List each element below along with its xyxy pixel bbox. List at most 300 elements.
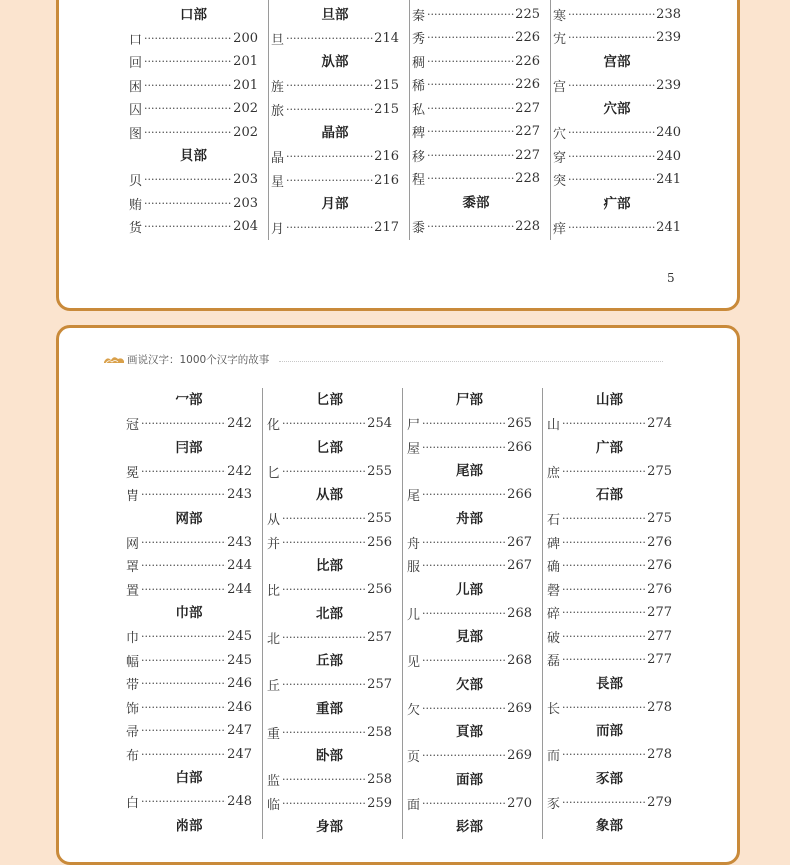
toc-entry[interactable]: [271, 74, 399, 98]
entry-page-number: 243: [227, 535, 252, 550]
toc-entry[interactable]: [553, 168, 681, 192]
radical-heading: 北部: [267, 602, 392, 626]
entry-character: 碎: [547, 603, 561, 622]
radical-heading: 匕部: [267, 388, 392, 412]
dot-leader: [427, 220, 514, 233]
radical-heading: 冖部: [126, 388, 252, 412]
entry-page-number: 277: [647, 629, 672, 644]
toc-entry[interactable]: [267, 578, 392, 602]
dot-leader: [427, 125, 514, 138]
entry-character: 丘: [267, 675, 281, 694]
entry-page-number: 245: [227, 629, 252, 644]
dot-leader: [562, 796, 646, 809]
entry-page-number: 256: [367, 582, 392, 597]
toc-entry[interactable]: [407, 412, 532, 436]
dot-leader: [282, 678, 366, 691]
toc-entry[interactable]: [129, 215, 258, 239]
entry-page-number: 241: [656, 172, 681, 187]
toc-columns: [122, 388, 682, 839]
toc-entry[interactable]: [267, 507, 392, 531]
entry-character: 屋: [407, 438, 421, 457]
entry-character: 舟: [407, 533, 421, 552]
toc-entry[interactable]: [553, 3, 681, 27]
entry-character: 碑: [547, 533, 561, 552]
entry-page-number: 256: [367, 535, 392, 550]
entry-page-number: 255: [367, 511, 392, 526]
radical-heading: 㡀部: [126, 814, 252, 838]
dot-leader: [422, 797, 506, 810]
dot-leader: [422, 749, 506, 762]
entry-character: 秀: [412, 28, 426, 47]
entry-character: 尸: [407, 414, 421, 433]
header-rule: [279, 361, 663, 362]
entry-page-number: 274: [647, 416, 672, 431]
entry-page-number: 255: [367, 464, 392, 479]
entry-character: 冕: [126, 462, 140, 481]
toc-entry[interactable]: [547, 412, 672, 436]
toc-entry[interactable]: [267, 673, 392, 697]
entry-character: 胄: [126, 485, 140, 504]
toc-entry[interactable]: [126, 460, 252, 484]
entry-character: 稠: [412, 52, 426, 71]
dot-leader: [141, 748, 226, 761]
entry-character: 带: [126, 674, 140, 693]
radical-heading: 口部: [129, 3, 258, 27]
dot-leader: [282, 797, 366, 810]
entry-page-number: 267: [507, 535, 532, 550]
entry-page-number: 203: [233, 196, 258, 211]
entry-character: 临: [267, 794, 281, 813]
entry-character: 从: [267, 509, 281, 528]
toc-column: [542, 388, 682, 839]
dot-leader: [282, 726, 366, 739]
toc-entry[interactable]: [547, 601, 672, 625]
entry-character: 稗: [412, 122, 426, 141]
entry-page-number: 278: [647, 700, 672, 715]
entry-character: 黍: [412, 217, 426, 236]
entry-character: 庶: [547, 462, 561, 481]
toc-entry[interactable]: [267, 792, 392, 816]
radical-heading: 山部: [547, 388, 672, 412]
toc-entry[interactable]: [129, 121, 258, 145]
entry-character: 宄: [553, 28, 567, 47]
dot-leader: [562, 512, 646, 525]
radical-heading: 㫃部: [271, 50, 399, 74]
toc-entry[interactable]: [126, 483, 252, 507]
entry-character: 饰: [126, 698, 140, 717]
entry-page-number: 217: [374, 220, 399, 235]
entry-page-number: 242: [227, 416, 252, 431]
toc-entry[interactable]: [126, 531, 252, 555]
toc-entry[interactable]: [412, 50, 540, 74]
entry-page-number: 269: [507, 701, 532, 716]
entry-character: 贿: [129, 194, 143, 213]
dot-leader: [422, 607, 506, 620]
entry-character: 秦: [412, 5, 426, 24]
entry-page-number: 278: [647, 747, 672, 762]
dot-leader: [282, 512, 366, 525]
entry-character: 北: [267, 628, 281, 647]
radical-heading: 見部: [407, 625, 532, 649]
toc-entry[interactable]: [271, 98, 399, 122]
dot-leader: [427, 102, 514, 115]
entry-page-number: 258: [367, 772, 392, 787]
radical-heading: 匕部: [267, 436, 392, 460]
toc-entry[interactable]: [129, 50, 258, 74]
dot-leader: [141, 630, 226, 643]
toc-entry[interactable]: [407, 744, 532, 768]
entry-character: 回: [129, 52, 143, 71]
entry-page-number: 257: [367, 677, 392, 692]
toc-entry[interactable]: [129, 27, 258, 51]
dot-leader: [141, 488, 226, 501]
entry-page-number: 246: [227, 700, 252, 715]
dot-leader: [568, 173, 655, 186]
dot-leader: [282, 465, 366, 478]
toc-entry[interactable]: [553, 216, 681, 240]
entry-character: 旦: [271, 29, 285, 48]
toc-page-lower: [56, 325, 740, 865]
page-number: 5: [667, 271, 675, 285]
dot-leader: [422, 702, 506, 715]
entry-page-number: 276: [647, 535, 672, 550]
radical-heading: 重部: [267, 697, 392, 721]
entry-page-number: 268: [507, 606, 532, 621]
entry-page-number: 204: [233, 219, 258, 234]
toc-entry[interactable]: [129, 192, 258, 216]
dot-leader: [427, 78, 514, 91]
toc-entry[interactable]: [412, 144, 540, 168]
entry-page-number: 254: [367, 416, 392, 431]
entry-character: 图: [129, 123, 143, 142]
radical-heading: 网部: [126, 507, 252, 531]
dot-leader: [562, 701, 646, 714]
entry-character: 突: [553, 170, 567, 189]
entry-character: 置: [126, 580, 140, 599]
dot-leader: [144, 220, 232, 233]
dot-leader: [141, 795, 226, 808]
dot-leader: [282, 536, 366, 549]
toc-entry[interactable]: [129, 74, 258, 98]
entry-page-number: 227: [515, 148, 540, 163]
entry-character: 穿: [553, 147, 567, 166]
entry-page-number: 226: [515, 30, 540, 45]
radical-heading: 象部: [547, 814, 672, 838]
dot-leader: [427, 8, 514, 21]
dot-leader: [562, 583, 646, 596]
toc-entry[interactable]: [129, 168, 258, 192]
toc-entry[interactable]: [407, 649, 532, 673]
toc-entry[interactable]: [126, 625, 252, 649]
toc-entry[interactable]: [547, 791, 672, 815]
toc-entry[interactable]: [412, 97, 540, 121]
radical-heading: 尸部: [407, 388, 532, 412]
entry-character: 见: [407, 651, 421, 670]
entry-page-number: 215: [374, 102, 399, 117]
toc-entry[interactable]: [412, 3, 540, 27]
radical-heading: 广部: [547, 436, 672, 460]
entry-character: 山: [547, 414, 561, 433]
radical-heading: 長部: [547, 672, 672, 696]
dot-leader: [568, 221, 655, 234]
entry-page-number: 268: [507, 653, 532, 668]
dot-leader: [562, 630, 646, 643]
dot-leader: [562, 606, 646, 619]
radical-heading: 比部: [267, 554, 392, 578]
entry-page-number: 270: [507, 796, 532, 811]
dot-leader: [141, 559, 226, 572]
entry-character: 帚: [126, 721, 140, 740]
dot-leader: [286, 150, 373, 163]
entry-page-number: 239: [656, 30, 681, 45]
entry-page-number: 227: [515, 124, 540, 139]
toc-column: [127, 0, 268, 240]
dot-leader: [422, 417, 506, 430]
entry-page-number: 246: [227, 676, 252, 691]
entry-character: 磊: [547, 650, 561, 669]
toc-entry[interactable]: [553, 26, 681, 50]
toc-entry[interactable]: [412, 215, 540, 239]
dot-leader: [568, 150, 655, 163]
dot-leader: [282, 631, 366, 644]
entry-page-number: 248: [227, 794, 252, 809]
entry-page-number: 228: [515, 219, 540, 234]
toc-entry[interactable]: [267, 412, 392, 436]
entry-page-number: 227: [515, 101, 540, 116]
entry-character: 晶: [271, 147, 285, 166]
dot-leader: [568, 79, 655, 92]
entry-page-number: 241: [656, 220, 681, 235]
toc-entry[interactable]: [271, 145, 399, 169]
entry-page-number: 277: [647, 605, 672, 620]
radical-heading: 卧部: [267, 744, 392, 768]
entry-character: 页: [407, 746, 421, 765]
toc-entry[interactable]: [129, 97, 258, 121]
dot-leader: [427, 31, 514, 44]
entry-character: 长: [547, 698, 561, 717]
toc-entry[interactable]: [126, 554, 252, 578]
entry-character: 痒: [553, 218, 567, 237]
entry-page-number: 243: [227, 487, 252, 502]
entry-page-number: 247: [227, 747, 252, 762]
entry-page-number: 242: [227, 464, 252, 479]
entry-character: 石: [547, 509, 561, 528]
toc-entry[interactable]: [547, 578, 672, 602]
toc-entry[interactable]: [547, 507, 672, 531]
toc-entry[interactable]: [407, 602, 532, 626]
toc-entry[interactable]: [547, 460, 672, 484]
dot-leader: [562, 748, 646, 761]
dot-leader: [562, 417, 646, 430]
dot-leader: [562, 559, 646, 572]
dot-leader: [422, 654, 506, 667]
dot-leader: [427, 172, 514, 185]
dot-leader: [422, 441, 506, 454]
dot-leader: [144, 55, 232, 68]
entry-page-number: 200: [233, 31, 258, 46]
entry-character: 冠: [126, 414, 140, 433]
toc-entry[interactable]: [412, 167, 540, 191]
entry-page-number: 259: [367, 796, 392, 811]
dot-leader: [427, 149, 514, 162]
dot-leader: [144, 79, 232, 92]
entry-character: 宫: [553, 76, 567, 95]
toc-entry[interactable]: [267, 460, 392, 484]
entry-character: 幅: [126, 651, 140, 670]
radical-heading: 白部: [126, 766, 252, 790]
toc-entry[interactable]: [126, 649, 252, 673]
dot-leader: [141, 654, 226, 667]
dot-leader: [286, 103, 373, 116]
dot-leader: [141, 724, 226, 737]
toc-entry[interactable]: [407, 554, 532, 578]
entry-character: 囚: [129, 99, 143, 118]
toc-column: [262, 388, 402, 839]
radical-heading: 尾部: [407, 459, 532, 483]
entry-character: 并: [267, 533, 281, 552]
entry-character: 私: [412, 99, 426, 118]
toc-entry[interactable]: [267, 721, 392, 745]
dot-leader: [141, 677, 226, 690]
toc-entry[interactable]: [553, 74, 681, 98]
toc-column: [409, 0, 550, 240]
toc-entry[interactable]: [553, 121, 681, 145]
entry-character: 面: [407, 794, 421, 813]
entry-page-number: 226: [515, 77, 540, 92]
toc-entry[interactable]: [126, 578, 252, 602]
entry-character: 穴: [553, 123, 567, 142]
entry-page-number: 226: [515, 54, 540, 69]
entry-page-number: 201: [233, 54, 258, 69]
toc-entry[interactable]: [407, 531, 532, 555]
toc-entry[interactable]: [271, 27, 399, 51]
dot-leader: [286, 221, 373, 234]
toc-entry[interactable]: [267, 531, 392, 555]
toc-entry[interactable]: [267, 626, 392, 650]
entry-page-number: 258: [367, 725, 392, 740]
entry-page-number: 201: [233, 78, 258, 93]
entry-character: 而: [547, 745, 561, 764]
dot-leader: [562, 653, 646, 666]
radical-heading: 旦部: [271, 3, 399, 27]
toc-entry[interactable]: [547, 696, 672, 720]
radical-heading: 丘部: [267, 649, 392, 673]
toc-entry[interactable]: [267, 768, 392, 792]
radical-heading: 疒部: [553, 192, 681, 216]
toc-entry[interactable]: [412, 73, 540, 97]
radical-heading: 貝部: [129, 144, 258, 168]
entry-page-number: 265: [507, 416, 532, 431]
dot-leader: [568, 31, 655, 44]
entry-page-number: 240: [656, 125, 681, 140]
radical-heading: 豕部: [547, 767, 672, 791]
dot-leader: [282, 773, 366, 786]
toc-entry[interactable]: [126, 743, 252, 767]
toc-entry[interactable]: [126, 412, 252, 436]
toc-entry[interactable]: [547, 743, 672, 767]
entry-character: 程: [412, 169, 426, 188]
toc-entry[interactable]: [407, 792, 532, 816]
toc-entry[interactable]: [547, 625, 672, 649]
toc-entry[interactable]: [407, 436, 532, 460]
entry-character: 布: [126, 745, 140, 764]
toc-entry[interactable]: [407, 697, 532, 721]
radical-heading: 穴部: [553, 97, 681, 121]
toc-page-upper: [56, 0, 740, 311]
dot-leader: [141, 417, 226, 430]
radical-heading: 巾部: [126, 601, 252, 625]
entry-character: 移: [412, 146, 426, 165]
dot-leader: [422, 559, 506, 572]
entry-character: 服: [407, 556, 421, 575]
entry-page-number: 244: [227, 558, 252, 573]
entry-page-number: 247: [227, 723, 252, 738]
entry-page-number: 239: [656, 78, 681, 93]
entry-character: 磬: [547, 580, 561, 599]
entry-page-number: 279: [647, 795, 672, 810]
entry-character: 确: [547, 556, 561, 575]
dot-leader: [144, 197, 232, 210]
entry-page-number: 238: [656, 7, 681, 22]
dot-leader: [141, 583, 226, 596]
entry-page-number: 228: [515, 171, 540, 186]
dot-leader: [141, 465, 226, 478]
entry-page-number: 269: [507, 748, 532, 763]
radical-heading: 宫部: [553, 50, 681, 74]
toc-entry[interactable]: [126, 719, 252, 743]
toc-entry[interactable]: [547, 531, 672, 555]
entry-character: 化: [267, 414, 281, 433]
entry-page-number: 244: [227, 582, 252, 597]
dot-leader: [286, 79, 373, 92]
radical-heading: 儿部: [407, 578, 532, 602]
entry-page-number: 203: [233, 172, 258, 187]
toc-columns: [127, 0, 691, 240]
toc-entry[interactable]: [271, 169, 399, 193]
dot-leader: [141, 701, 226, 714]
toc-entry[interactable]: [412, 120, 540, 144]
entry-page-number: 225: [515, 7, 540, 22]
toc-column: [402, 388, 542, 839]
toc-entry[interactable]: [126, 790, 252, 814]
entry-character: 白: [126, 792, 140, 811]
entry-character: 重: [267, 723, 281, 742]
radical-heading: 頁部: [407, 720, 532, 744]
toc-entry[interactable]: [126, 696, 252, 720]
toc-entry[interactable]: [271, 216, 399, 240]
entry-page-number: 257: [367, 630, 392, 645]
toc-entry[interactable]: [553, 145, 681, 169]
entry-character: 困: [129, 76, 143, 95]
entry-character: 寒: [553, 5, 567, 24]
toc-entry[interactable]: [547, 554, 672, 578]
radical-heading: 欠部: [407, 673, 532, 697]
toc-entry[interactable]: [126, 672, 252, 696]
entry-character: 月: [271, 218, 285, 237]
entry-character: 监: [267, 770, 281, 789]
entry-character: 货: [129, 217, 143, 236]
entry-character: 破: [547, 627, 561, 646]
entry-character: 星: [271, 171, 285, 190]
toc-entry[interactable]: [412, 26, 540, 50]
toc-entry[interactable]: [407, 483, 532, 507]
entry-character: 豕: [547, 793, 561, 812]
radical-heading: 身部: [267, 815, 392, 839]
radical-heading: 黍部: [412, 191, 540, 215]
radical-heading: 面部: [407, 768, 532, 792]
toc-entry[interactable]: [547, 648, 672, 672]
dot-leader: [141, 536, 226, 549]
